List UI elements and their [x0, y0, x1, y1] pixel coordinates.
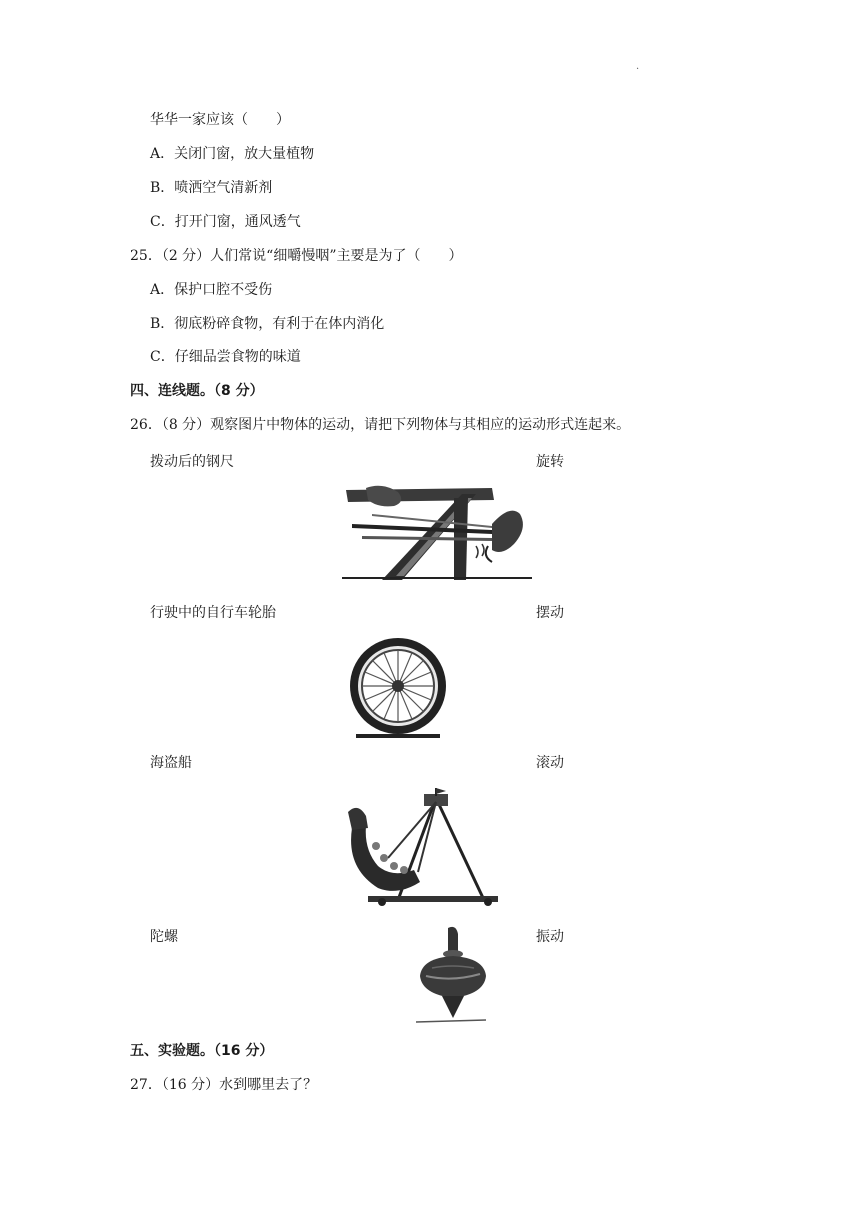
- match-motion-swing: 摆动: [536, 605, 564, 621]
- question-25-option-b: B．彻底粉碎食物，有利于在体内消化: [150, 316, 385, 332]
- bicycle-wheel-icon: [342, 636, 454, 740]
- match-object-pirate-ship: 海盗船: [150, 755, 192, 771]
- ruler-pluck-icon: [342, 484, 532, 582]
- match-motion-vibrate: 振动: [536, 929, 564, 945]
- section-4-heading: 四、连线题。（8 分）: [130, 383, 264, 399]
- question-24-option-b: B．喷洒空气清新剂: [150, 180, 273, 196]
- match-motion-roll: 滚动: [536, 755, 564, 771]
- match-motion-rotate: 旋转: [536, 454, 564, 470]
- question-27-stem: 27．（16 分）水到哪里去了？: [130, 1077, 318, 1093]
- section-5-heading: 五、实验题。（16 分）: [130, 1043, 274, 1059]
- question-26-stem: 26．（8 分）观察图片中物体的运动，请把下列物体与其相应的运动形式连起来。: [130, 417, 631, 433]
- question-24-option-c: C．打开门窗，通风透气: [150, 214, 301, 230]
- match-object-bike-tire: 行驶中的自行车轮胎: [150, 605, 276, 621]
- pirate-ship-ride-icon: [338, 788, 504, 908]
- question-24-stem: 华华一家应该（ ）: [150, 112, 290, 128]
- question-24-option-a: A．关闭门窗，放大量植物: [150, 146, 315, 162]
- page-mark: ·: [636, 64, 640, 75]
- question-25-stem: 25．（2 分）人们常说“细嚼慢咽”主要是为了（ ）: [130, 248, 463, 264]
- match-object-ruler: 拨动后的钢尺: [150, 454, 234, 470]
- question-25-option-a: A．保护口腔不受伤: [150, 282, 273, 298]
- match-object-top: 陀螺: [150, 929, 178, 945]
- question-25-option-c: C．仔细品尝食物的味道: [150, 349, 301, 365]
- spinning-top-icon: [412, 924, 490, 1024]
